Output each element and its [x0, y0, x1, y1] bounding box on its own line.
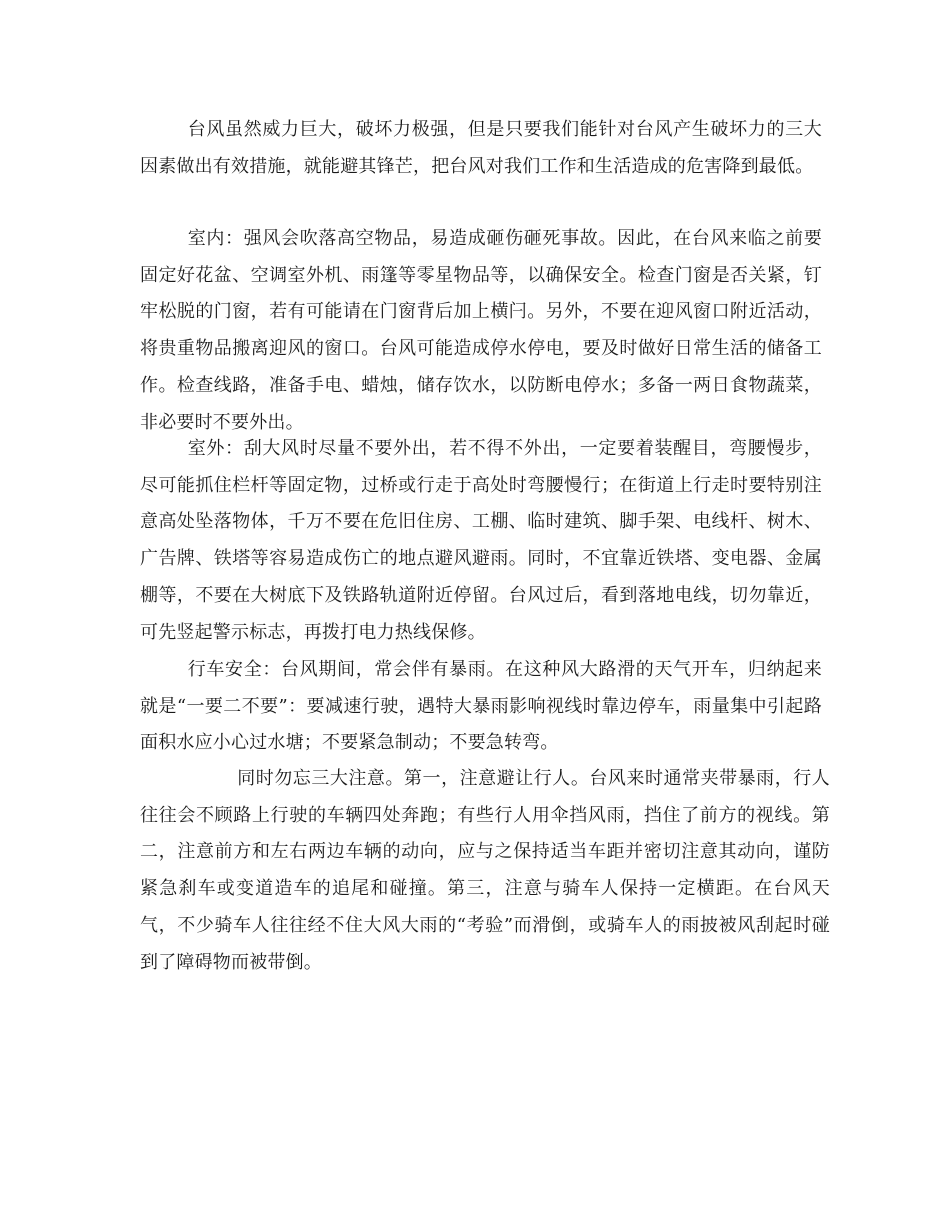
paragraph-intro: 台风虽然威力巨大，破坏力极强，但是只要我们能针对台风产生破坏力的三大因素做出有效措施，就能避其锋芒，把台风对我们工作和生活造成的危害降到最低。	[140, 119, 822, 177]
paragraph-indoor: 室内：强风会吹落高空物品，易造成砸伤砸死事故。因此，在台风来临之前要固定好花盆、空调室外机、雨篷等零星物品等，以确保安全。检查门窗是否关紧，钉牢松脱的门窗，若有可能请在门窗背后加上横闩。另外，不要在迎风窗口附近活动，将贵重物品搬离迎风的窗口。台风可能造成停水停电，要及时做好日常生活的储备工作。检查线路，准备手电、蜡烛，储存饮水，以防断电停水；多备一两日食物蔬菜，非必要时不要外出。	[140, 228, 822, 433]
paragraph-three-cautions: 同时勿忘三大注意。第一，注意避让行人。台风来时通常夹带暴雨，行人往往会不顾路上行驶的车辆四处奔跑；有些行人用伞挡风雨，挡住了前方的视线。第二，注意前方和左右两边车辆的动向，应与之保持适当车距并密切注意其动向，谨防紧急刹车或变道造车的追尾和碰撞。第三，注意与骑车人保持一定横距。在台风天气，不少骑车人往往经不住大风大雨的“考验”而滑倒，或骑车人的雨披被风刮起时碰到了障碍物而被带倒。	[140, 768, 830, 973]
paragraph-driving-safety: 行车安全：台风期间，常会伴有暴雨。在这种风大路滑的天气开车，归纳起来就是“一要二不要”：要减速行驶，遇特大暴雨影响视线时靠边停车，雨量集中引起路面积水应小心过水塘；不要紧急制动；不要急转弯。	[140, 659, 822, 754]
paragraph-outdoor: 室外：刮大风时尽量不要外出，若不得不外出，一定要着装醒目，弯腰慢步，尽可能抓住栏杆等固定物，过桥或行走于高处时弯腰慢行；在街道上行走时要特别注意高处坠落物体，千万不要在危旧住房、工棚、临时建筑、脚手架、电线杆、树木、广告牌、铁塔等容易造成伤亡的地点避风避雨。同时，不宜靠近铁塔、变电器、金属棚等，不要在大树底下及铁路轨道附近停留。台风过后，看到落地电线，切勿靠近，可先竖起警示标志，再拨打电力热线保修。	[140, 438, 822, 643]
